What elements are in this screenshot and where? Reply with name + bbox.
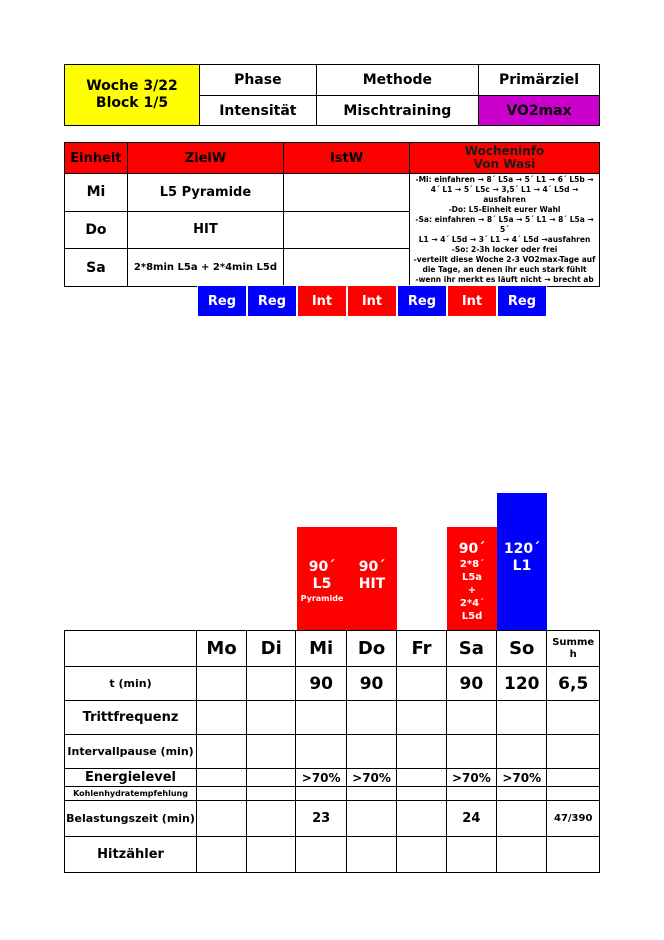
week-block-cell xyxy=(65,65,200,126)
week-info-author: Von Wasi xyxy=(473,157,536,171)
week-table xyxy=(64,630,600,873)
day-value-cell[interactable] xyxy=(247,667,296,701)
bar-label: 90´ xyxy=(358,559,386,575)
target-header: ZielW xyxy=(127,143,283,174)
day-value-cell[interactable] xyxy=(497,837,547,873)
day-value-cell[interactable]: >70% xyxy=(497,769,547,787)
row-label: Intervallpause (min) xyxy=(65,735,197,769)
day-value-cell[interactable] xyxy=(247,735,296,769)
plan-table xyxy=(64,142,600,287)
note-line: -Do: L5-Einheit eurer Wahl xyxy=(448,205,561,214)
day-value-cell[interactable] xyxy=(397,769,446,787)
day-value-cell[interactable] xyxy=(197,701,247,735)
day-value-cell[interactable] xyxy=(446,701,496,735)
day-header: Do xyxy=(346,631,396,667)
bar-label: L5 xyxy=(312,576,332,592)
regime-cell: Reg xyxy=(397,285,447,317)
day-value-cell[interactable] xyxy=(247,837,296,873)
note-line: -Mi: einfahren → 8´ L5a → 5´ L1 → 6´ L5b → xyxy=(415,175,594,184)
training-bar-so xyxy=(497,493,547,630)
primary-goal-header: Primärziel xyxy=(479,65,600,96)
day-value-cell[interactable] xyxy=(497,735,547,769)
day-value-cell[interactable] xyxy=(497,801,547,837)
day-value-cell[interactable] xyxy=(397,667,446,701)
day-header: So xyxy=(497,631,547,667)
bar-label: 2*8´ xyxy=(459,559,485,570)
day-header: Sa xyxy=(446,631,496,667)
note-line: L1 → 4´ L5d → 3´ L1 → 4´ L5d →ausfahren xyxy=(418,235,591,244)
training-bar-sa xyxy=(447,527,497,630)
bar-label: 90´ xyxy=(458,541,486,557)
day-value-cell[interactable] xyxy=(296,787,346,801)
bar-label: L1 xyxy=(512,558,532,574)
bar-label: L5a xyxy=(461,572,483,583)
day-value-cell[interactable] xyxy=(197,787,247,801)
day-value-cell[interactable] xyxy=(197,769,247,787)
method-header: Methode xyxy=(316,65,478,96)
day-value-cell[interactable] xyxy=(446,787,496,801)
sum-cell xyxy=(547,787,600,801)
day-header: Di xyxy=(247,631,296,667)
day-value-cell[interactable] xyxy=(197,837,247,873)
plan-actual[interactable] xyxy=(284,211,410,249)
method-value: Mischtraining xyxy=(316,96,478,126)
bar-label: 120´ xyxy=(503,541,541,557)
day-value-cell[interactable] xyxy=(247,787,296,801)
sum-header: Summe h xyxy=(547,631,600,667)
regime-row xyxy=(197,285,547,317)
day-value-cell[interactable] xyxy=(346,787,396,801)
day-value-cell[interactable] xyxy=(247,769,296,787)
day-header: Fr xyxy=(397,631,446,667)
sum-cell xyxy=(547,701,600,735)
day-value-cell[interactable] xyxy=(497,701,547,735)
bar-label: HIT xyxy=(358,576,386,592)
day-value-cell[interactable] xyxy=(296,735,346,769)
day-value-cell[interactable]: 24 xyxy=(446,801,496,837)
day-value-cell[interactable] xyxy=(397,787,446,801)
day-value-cell[interactable] xyxy=(397,837,446,873)
plan-day: Do xyxy=(65,211,128,249)
day-value-cell[interactable] xyxy=(346,735,396,769)
plan-actual[interactable] xyxy=(284,174,410,212)
bar-label: + xyxy=(467,585,477,596)
sum-cell xyxy=(547,769,600,787)
day-value-cell[interactable] xyxy=(197,801,247,837)
day-value-cell[interactable]: 90 xyxy=(446,667,496,701)
bar-label: L5d xyxy=(461,611,483,622)
day-value-cell[interactable] xyxy=(197,667,247,701)
note-line: -So: 2-3h locker oder frei xyxy=(451,245,558,254)
day-value-cell[interactable]: >70% xyxy=(346,769,396,787)
plan-goal: L5 Pyramide xyxy=(127,174,283,212)
note-line: 4´ L1 → 5´ L5c → 3,5´ L1 → 4´ L5d → ausfahren xyxy=(430,185,579,204)
row-label: Trittfrequenz xyxy=(65,701,197,735)
day-value-cell[interactable]: 90 xyxy=(346,667,396,701)
bar-label: 90´ xyxy=(308,559,336,575)
day-value-cell[interactable]: 90 xyxy=(296,667,346,701)
row-label: Energielevel xyxy=(65,769,197,787)
day-value-cell[interactable] xyxy=(247,801,296,837)
note-line: -wenn ihr merkt es läuft nicht → brecht ab xyxy=(415,275,594,284)
day-value-cell[interactable] xyxy=(346,801,396,837)
phase-value: Intensität xyxy=(200,96,317,126)
day-value-cell[interactable] xyxy=(397,801,446,837)
week-info-header xyxy=(410,143,600,174)
note-line: die Tage, an denen ihr euch stark fühlt xyxy=(422,265,587,274)
row-label: t (min) xyxy=(65,667,197,701)
sum-cell: 47/390 xyxy=(547,801,600,837)
week-info-title: Wocheninfo xyxy=(464,144,545,158)
actual-header: IstW xyxy=(284,143,410,174)
training-bar-mi xyxy=(297,527,347,630)
day-value-cell[interactable] xyxy=(346,701,396,735)
plan-goal: HIT xyxy=(127,211,283,249)
plan-goal: 2*8min L5a + 2*4min L5d xyxy=(127,249,283,287)
day-header: Mo xyxy=(197,631,247,667)
regime-cell: Reg xyxy=(247,285,297,317)
primary-goal-value: VO2max xyxy=(479,96,600,126)
day-value-cell[interactable] xyxy=(296,837,346,873)
row-label: Belastungszeit (min) xyxy=(65,801,197,837)
plan-actual[interactable] xyxy=(284,249,410,287)
day-value-cell[interactable]: >70% xyxy=(296,769,346,787)
sum-cell xyxy=(547,837,600,873)
regime-cell: Int xyxy=(447,285,497,317)
day-value-cell[interactable]: 23 xyxy=(296,801,346,837)
day-value-cell[interactable] xyxy=(346,837,396,873)
week-corner xyxy=(65,631,197,667)
sum-cell xyxy=(547,735,600,769)
regime-cell: Int xyxy=(297,285,347,317)
row-label: Kohlenhydratempfehlung xyxy=(65,787,197,801)
regime-cell: Int xyxy=(347,285,397,317)
unit-header: Einheit xyxy=(65,143,128,174)
day-value-cell[interactable] xyxy=(247,701,296,735)
row-label: Hitzähler xyxy=(65,837,197,873)
day-value-cell[interactable] xyxy=(397,735,446,769)
day-value-cell[interactable]: >70% xyxy=(446,769,496,787)
sum-cell: 6,5 xyxy=(547,667,600,701)
header-table xyxy=(64,64,600,126)
training-bar-do xyxy=(347,527,397,630)
day-value-cell[interactable] xyxy=(497,787,547,801)
day-value-cell[interactable] xyxy=(446,837,496,873)
day-value-cell[interactable] xyxy=(197,735,247,769)
plan-day: Sa xyxy=(65,249,128,287)
phase-header: Phase xyxy=(200,65,317,96)
week-label: Woche 3/22 xyxy=(86,78,178,94)
bar-label: 2*4´ xyxy=(459,598,485,609)
day-value-cell[interactable] xyxy=(397,701,446,735)
note-line: -verteilt diese Woche 2-3 VO2max-Tage auf xyxy=(413,255,596,264)
block-label: Block 1/5 xyxy=(95,95,169,111)
bar-label: Pyramide xyxy=(300,594,344,603)
day-header: Mi xyxy=(296,631,346,667)
week-info-notes xyxy=(410,174,600,287)
day-value-cell[interactable] xyxy=(296,701,346,735)
day-value-cell[interactable]: 120 xyxy=(497,667,547,701)
day-value-cell[interactable] xyxy=(446,735,496,769)
regime-cell: Reg xyxy=(497,285,547,317)
regime-cell: Reg xyxy=(197,285,247,317)
plan-day: Mi xyxy=(65,174,128,212)
note-line: -Sa: einfahren → 8´ L5a → 5´ L1 → 8´ L5a → 5´ xyxy=(415,215,594,234)
